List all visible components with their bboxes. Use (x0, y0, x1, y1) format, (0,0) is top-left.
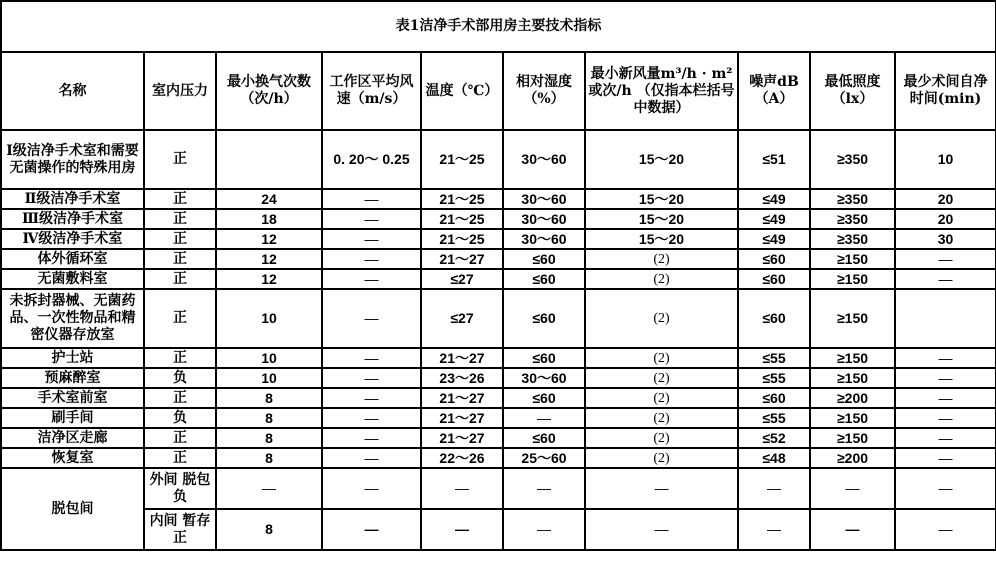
air-speed-cell: — (322, 348, 421, 368)
air-speed-cell: — (322, 249, 421, 269)
header-temperature: 温度（℃） (421, 52, 503, 130)
temperature-cell: ≤27 (421, 269, 503, 289)
air-changes-cell: 8 (216, 388, 322, 408)
air-changes-cell: 24 (216, 189, 322, 209)
pressure-cell: 正 (144, 269, 216, 289)
humidity-cell: ≤60 (503, 428, 585, 448)
noise-cell: ≤51 (738, 130, 810, 189)
table-row (1, 509, 996, 550)
air-changes-cell: 8 (216, 428, 322, 448)
humidity-cell: — (503, 408, 585, 428)
air-changes-cell: 10 (216, 368, 322, 388)
temperature-cell: — (421, 468, 503, 509)
illuminance-cell: ≥350 (810, 229, 895, 249)
table-row (1, 289, 996, 348)
table-row (1, 189, 996, 209)
air-changes-cell: 10 (216, 348, 322, 368)
humidity-cell: 25～60 (503, 448, 585, 468)
temperature-cell: 21～27 (421, 408, 503, 428)
fresh-air-cell: (2) (585, 289, 738, 348)
pressure-cell: 正 (144, 249, 216, 269)
humidity-cell: ≤60 (503, 388, 585, 408)
self-clean-cell: — (895, 448, 996, 468)
air-speed-cell: — (322, 408, 421, 428)
table-row (1, 388, 996, 408)
table-row (1, 468, 996, 509)
air-changes-cell: 12 (216, 249, 322, 269)
air-speed-cell: — (322, 368, 421, 388)
self-clean-cell: — (895, 388, 996, 408)
pressure-cell: 正 (144, 130, 216, 189)
temperature-cell: — (421, 509, 503, 550)
temperature-cell: 21～27 (421, 428, 503, 448)
temperature-cell: 21～27 (421, 388, 503, 408)
self-clean-cell: 10 (895, 130, 996, 189)
table-row (1, 368, 996, 388)
fresh-air-cell: 15～20 (585, 209, 738, 229)
air-changes-cell (216, 130, 322, 189)
pressure-cell: 正 (144, 348, 216, 368)
illuminance-cell: ≥350 (810, 130, 895, 189)
room-name: 体外循环室 (1, 249, 144, 269)
temperature-cell: 22～26 (421, 448, 503, 468)
table-title: 表1洁净手术部用房主要技术指标 (1, 1, 996, 52)
temperature-cell: 21～25 (421, 209, 503, 229)
fresh-air-cell: (2) (585, 388, 738, 408)
fresh-air-cell: (2) (585, 269, 738, 289)
self-clean-cell: — (895, 408, 996, 428)
table-row (1, 348, 996, 368)
humidity-cell: 30～60 (503, 209, 585, 229)
air-speed-cell: — (322, 269, 421, 289)
fresh-air-cell: (2) (585, 448, 738, 468)
room-name: Ⅲ级洁净手术室 (1, 209, 144, 229)
air-changes-cell: 12 (216, 269, 322, 289)
air-speed-cell: — (322, 509, 421, 550)
illuminance-cell: ≥150 (810, 289, 895, 348)
header-row (1, 52, 996, 130)
air-changes-cell: 8 (216, 448, 322, 468)
air-speed-cell: 0. 20～ 0.25 (322, 130, 421, 189)
self-clean-cell: — (895, 269, 996, 289)
fresh-air-cell: (2) (585, 408, 738, 428)
temperature-cell: 23～26 (421, 368, 503, 388)
pressure-cell: 外间 脱包 负 (144, 468, 216, 509)
self-clean-cell: — (895, 249, 996, 269)
fresh-air-cell: (2) (585, 428, 738, 448)
noise-cell: ≤60 (738, 269, 810, 289)
noise-cell: ≤52 (738, 428, 810, 448)
header-illuminance: 最低照度（lx） (810, 52, 895, 130)
temperature-cell: 21～25 (421, 189, 503, 209)
humidity-cell: 30～60 (503, 130, 585, 189)
self-clean-cell: — (895, 509, 996, 550)
pressure-cell: 正 (144, 289, 216, 348)
air-changes-cell: 12 (216, 229, 322, 249)
pressure-cell: 正 (144, 448, 216, 468)
noise-cell: — (738, 468, 810, 509)
room-name: 手术室前室 (1, 388, 144, 408)
pressure-cell: 正 (144, 428, 216, 448)
illuminance-cell: ≥200 (810, 388, 895, 408)
illuminance-cell: ≥150 (810, 428, 895, 448)
room-name: 洁净区走廊 (1, 428, 144, 448)
room-name: 预麻醉室 (1, 368, 144, 388)
header-self-clean: 最少术间自净时间(min) (895, 52, 996, 130)
table-row (1, 130, 996, 189)
header-pressure: 室内压力 (144, 52, 216, 130)
humidity-cell: — (503, 509, 585, 550)
noise-cell: ≤60 (738, 289, 810, 348)
self-clean-cell: — (895, 468, 996, 509)
header-name: 名称 (1, 52, 144, 130)
table-row (1, 428, 996, 448)
room-name: I级洁净手术室和需要无菌操作的特殊用房 (1, 130, 144, 189)
noise-cell: ≤55 (738, 408, 810, 428)
air-speed-cell: — (322, 209, 421, 229)
noise-cell: ≤60 (738, 249, 810, 269)
illuminance-cell: ≥200 (810, 448, 895, 468)
air-speed-cell: — (322, 468, 421, 509)
pressure-cell: 负 (144, 408, 216, 428)
humidity-cell: 30～60 (503, 229, 585, 249)
table-row (1, 269, 996, 289)
room-name: 脱包间 (1, 468, 144, 550)
self-clean-cell: 20 (895, 189, 996, 209)
pressure-cell: 正 (144, 388, 216, 408)
table-row (1, 408, 996, 428)
illuminance-cell: — (810, 509, 895, 550)
air-changes-cell: 8 (216, 509, 322, 550)
pressure-cell: 正 (144, 229, 216, 249)
humidity-cell: — (503, 468, 585, 509)
illuminance-cell: ≥150 (810, 368, 895, 388)
fresh-air-cell: (2) (585, 368, 738, 388)
noise-cell: ≤49 (738, 229, 810, 249)
humidity-cell: ≤60 (503, 289, 585, 348)
temperature-cell: ≤27 (421, 289, 503, 348)
table-row (1, 448, 996, 468)
fresh-air-cell: (2) (585, 249, 738, 269)
room-name: 未拆封器械、无菌药品、一次性物品和精密仪器存放室 (1, 289, 144, 348)
fresh-air-cell: (2) (585, 348, 738, 368)
noise-cell: ≤48 (738, 448, 810, 468)
temperature-cell: 21～27 (421, 249, 503, 269)
temperature-cell: 21～27 (421, 348, 503, 368)
header-fresh-air: 最小新风量m³/h · m² 或次/h （仅指本栏括号中数据） (585, 52, 738, 130)
temperature-cell: 21～25 (421, 130, 503, 189)
self-clean-cell: 20 (895, 209, 996, 229)
illuminance-cell: ≥350 (810, 209, 895, 229)
pressure-cell: 负 (144, 368, 216, 388)
header-humidity: 相对湿度（%） (503, 52, 585, 130)
illuminance-cell: ≥150 (810, 348, 895, 368)
room-name: Ⅱ级洁净手术室 (1, 189, 144, 209)
illuminance-cell: ≥350 (810, 189, 895, 209)
air-changes-cell: 8 (216, 408, 322, 428)
pressure-cell: 内间 暂存正 (144, 509, 216, 550)
temperature-cell: 21～25 (421, 229, 503, 249)
pressure-cell: 正 (144, 209, 216, 229)
humidity-cell: 30～60 (503, 368, 585, 388)
room-name: 刷手间 (1, 408, 144, 428)
room-name: Ⅳ级洁净手术室 (1, 229, 144, 249)
noise-cell: ≤60 (738, 388, 810, 408)
noise-cell: ≤49 (738, 209, 810, 229)
pressure-cell: 正 (144, 189, 216, 209)
self-clean-cell: — (895, 368, 996, 388)
air-speed-cell: — (322, 448, 421, 468)
noise-cell: — (738, 509, 810, 550)
air-speed-cell: — (322, 428, 421, 448)
self-clean-cell: — (895, 348, 996, 368)
illuminance-cell: ≥150 (810, 408, 895, 428)
noise-cell: ≤55 (738, 368, 810, 388)
air-speed-cell: — (322, 289, 421, 348)
fresh-air-cell: 15～20 (585, 130, 738, 189)
self-clean-cell (895, 289, 996, 348)
header-noise: 噪声dB（A） (738, 52, 810, 130)
room-name: 护士站 (1, 348, 144, 368)
air-changes-cell: — (216, 468, 322, 509)
fresh-air-cell: 15～20 (585, 229, 738, 249)
humidity-cell: ≤60 (503, 348, 585, 368)
air-speed-cell: — (322, 189, 421, 209)
humidity-cell: ≤60 (503, 269, 585, 289)
fresh-air-cell: — (585, 509, 738, 550)
illuminance-cell: — (810, 468, 895, 509)
header-air-changes: 最小换气次数（次/h） (216, 52, 322, 130)
illuminance-cell: ≥150 (810, 249, 895, 269)
self-clean-cell: — (895, 428, 996, 448)
noise-cell: ≤55 (738, 348, 810, 368)
room-name: 无菌敷料室 (1, 269, 144, 289)
humidity-cell: 30～60 (503, 189, 585, 209)
room-name: 恢复室 (1, 448, 144, 468)
air-speed-cell: — (322, 388, 421, 408)
header-air-speed: 工作区平均风速（m/s） (322, 52, 421, 130)
table-row (1, 209, 996, 229)
fresh-air-cell: 15～20 (585, 189, 738, 209)
illuminance-cell: ≥150 (810, 269, 895, 289)
noise-cell: ≤49 (738, 189, 810, 209)
table-row (1, 249, 996, 269)
table-row (1, 229, 996, 249)
air-speed-cell: — (322, 229, 421, 249)
humidity-cell: ≤60 (503, 249, 585, 269)
self-clean-cell: 30 (895, 229, 996, 249)
air-changes-cell: 10 (216, 289, 322, 348)
air-changes-cell: 18 (216, 209, 322, 229)
fresh-air-cell: — (585, 468, 738, 509)
